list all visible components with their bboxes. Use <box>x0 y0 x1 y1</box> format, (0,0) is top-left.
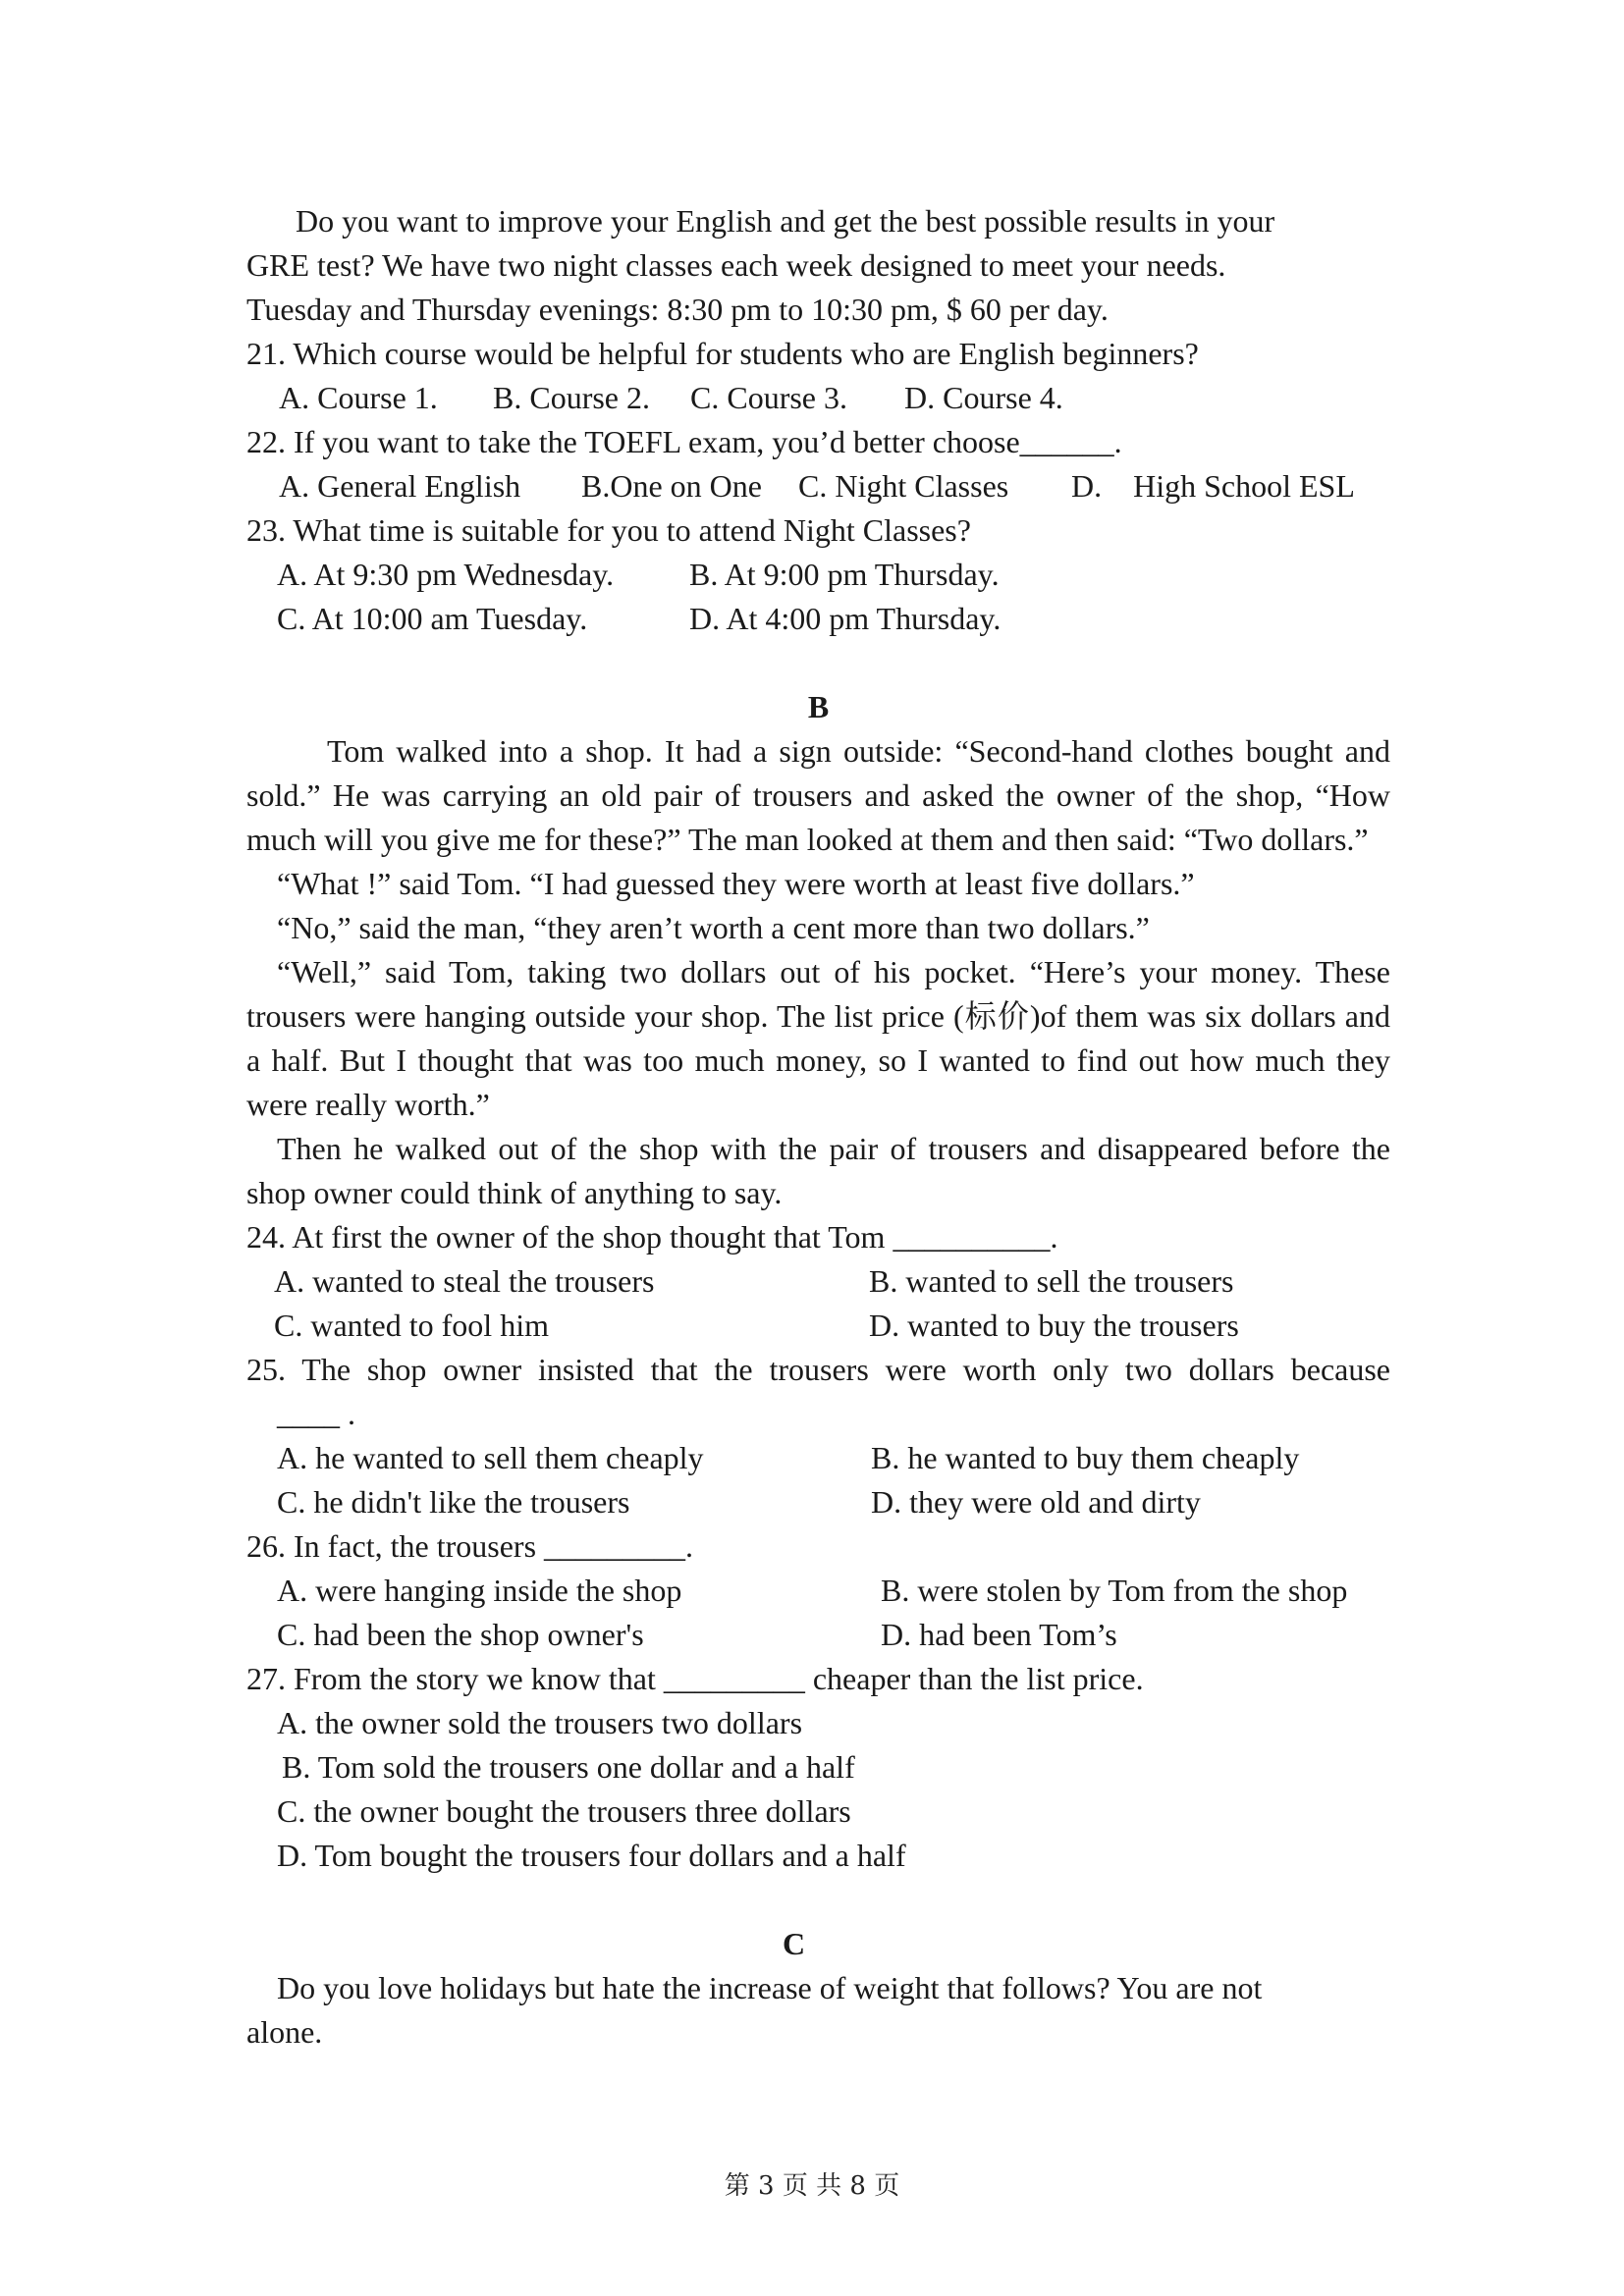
passage-paragraph: “No,” said the man, “they aren’t worth a cent more than two dollars.” <box>277 910 1150 945</box>
question-stem: 26. In fact, the trousers _________. <box>246 1528 694 1564</box>
question-21 <box>246 332 1390 420</box>
option-a: A. At 9:30 pm Wednesday. <box>277 557 615 592</box>
question-stem: 25. The shop owner insisted that the trousers were worth only two dollars because <box>246 1352 1390 1387</box>
passage-paragraph: “Well,” said Tom, taking two dollars out of his pocket. “Here’s your money. These trousers were hanging outside your shop. The list price (标价)of them was six dollars and a half. But I thought that was too much money, so I wanted to find out how much they were really worth.” <box>246 954 1390 1122</box>
passage-c <box>246 1966 1331 2055</box>
option-c: C. At 10:00 am Tuesday. <box>277 601 588 636</box>
page-footer: 第 3 页 共 8 页 <box>724 2171 900 2201</box>
options-grid <box>246 553 1390 641</box>
question-stem: 27. From the story we know that _________ cheaper than the list price. <box>246 1661 1144 1696</box>
option-c: C. wanted to fool him <box>274 1308 549 1343</box>
question-stem: 21. Which course would be helpful for students who are English beginners? <box>246 336 1199 371</box>
question-23 <box>246 508 1390 641</box>
option-a: A. were hanging inside the shop <box>277 1573 682 1608</box>
option-b: B. Tom sold the trousers one dollar and a half <box>282 1749 855 1785</box>
option-b: B. were stolen by Tom from the shop <box>881 1573 1348 1608</box>
option-c: C. the owner bought the trousers three dollars <box>277 1793 851 1829</box>
option-b: B.One on One <box>581 468 762 504</box>
option-d: D. had been Tom’s <box>881 1617 1117 1652</box>
option-d: D. Course 4. <box>904 380 1063 415</box>
option-a: A. Course 1. <box>279 380 438 415</box>
option-c: C. had been the shop owner's <box>277 1617 644 1652</box>
option-c: C. Course 3. <box>690 380 847 415</box>
question-27 <box>246 1657 1390 1878</box>
option-d: D. At 4:00 pm Thursday. <box>689 601 1001 636</box>
options-grid <box>246 1259 1390 1348</box>
question-stem: 22. If you want to take the TOEFL exam, you’d better choose______. <box>246 424 1122 459</box>
passage-paragraph: Then he walked out of the shop with the pair of trousers and disappeared before the shop owner could think of anything to say. <box>246 1131 1390 1210</box>
question-stem: 23. What time is suitable for you to attend Night Classes? <box>246 512 971 548</box>
intro-line-1: Do you want to improve your English and get the best possible results in your <box>296 203 1275 239</box>
option-a: A. he wanted to sell them cheaply <box>277 1440 704 1475</box>
options-row <box>246 464 1390 508</box>
question-stem: 24. At first the owner of the shop thought that Tom __________. <box>246 1219 1058 1255</box>
intro-line-3: Tuesday and Thursday evenings: 8:30 pm to 10:30 pm, $ 60 per day. <box>246 292 1109 327</box>
option-d: D. Tom bought the trousers four dollars and a half <box>277 1838 906 1873</box>
option-b: B. At 9:00 pm Thursday. <box>689 557 1000 592</box>
option-d: D. High School ESL <box>1071 468 1355 504</box>
option-b: B. Course 2. <box>493 380 650 415</box>
option-b: B. he wanted to buy them cheaply <box>871 1440 1300 1475</box>
intro-passage <box>246 199 1390 332</box>
section-heading-b: B <box>807 689 830 724</box>
intro-line-2: GRE test? We have two night classes each week designed to meet your needs. <box>246 247 1226 283</box>
option-a: A. General English <box>279 468 521 504</box>
page-content <box>246 199 1390 2055</box>
question-24 <box>246 1215 1390 1348</box>
option-d: D. they were old and dirty <box>871 1484 1201 1520</box>
section-heading-c: C <box>782 1926 806 1961</box>
question-blank: ____ . <box>277 1396 355 1431</box>
passage-paragraph: Tom walked into a shop. It had a sign outside: “Second-hand clothes bought and sold.” He was carrying an old pair of trousers and asked the owner of the shop, “How much will you give me for these?” The man looked at them and then said: “Two dollars.” <box>246 733 1390 857</box>
question-26 <box>246 1524 1390 1657</box>
option-c: C. Night Classes <box>798 468 1009 504</box>
options-grid <box>246 1436 1390 1524</box>
options-grid <box>246 1569 1390 1657</box>
option-b: B. wanted to sell the trousers <box>869 1263 1234 1299</box>
option-c: C. he didn't like the trousers <box>277 1484 630 1520</box>
passage-paragraph: “What !” said Tom. “I had guessed they were worth at least five dollars.” <box>277 866 1195 901</box>
options-row <box>246 376 1390 420</box>
option-d: D. wanted to buy the trousers <box>869 1308 1239 1343</box>
option-a: A. wanted to steal the trousers <box>274 1263 655 1299</box>
passage-b <box>246 729 1390 1215</box>
question-25 <box>246 1348 1390 1524</box>
question-22 <box>246 420 1390 508</box>
option-a: A. the owner sold the trousers two dollars <box>277 1705 803 1740</box>
passage-paragraph: Do you love holidays but hate the increase of weight that follows? You are not alone. <box>246 1970 1263 2050</box>
